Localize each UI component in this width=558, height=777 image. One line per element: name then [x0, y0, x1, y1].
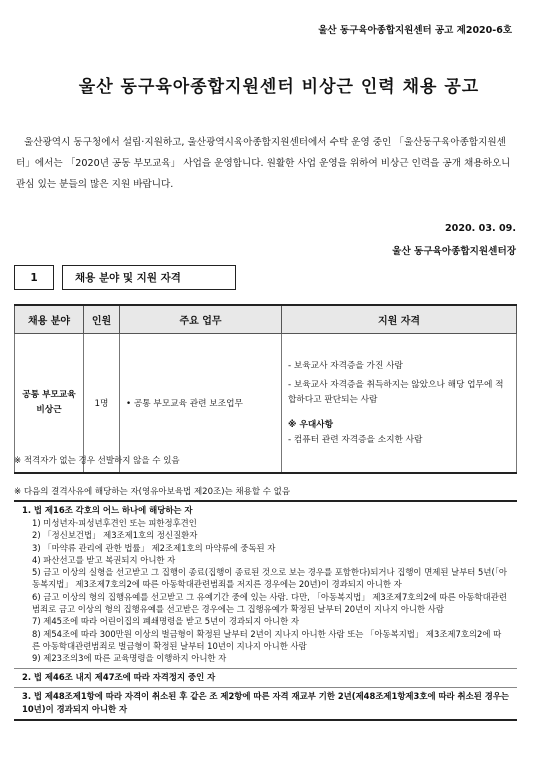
- header-duty: 주요 업무: [120, 305, 282, 334]
- disqualification-group-1: [14, 502, 517, 669]
- list-item: 2) 「정신보건법」 제3조제1호의 정신질환자: [32, 530, 198, 541]
- notice-date: 2020. 03. 09.: [444, 223, 516, 234]
- list-item: 1) 미성년자·피성년후견인 또는 피한정후견인: [32, 518, 197, 528]
- group-heading: 3. 법 제48조제1항에 따라 자격이 취소된 후 같은 조 제2항에 따른 자격 재교부 기한 2년(제48조제1항제3호에 따라 취소된 경우는 10년)이 경과되지 아니한 자: [22, 690, 509, 714]
- intro-text: 울산광역시 동구청에서 설립·지원하고, 울산광역시육아종합지원센터에서 수탁 운영 중인 「울산동구육아종합지원센터」에서는 「2020년 공동 부모교육」 사업을 운영합니다. 원활한 사업 운영을 위하여 비상근 인력을 공개 채용하오니 관심 있는 분들의 많은 지원 바랍니다.: [16, 137, 511, 190]
- qual-item: - 보육교사 자격증을 가진 사람: [288, 360, 403, 371]
- header-field: 채용 분야: [15, 305, 84, 334]
- field-line2: 비상근: [36, 405, 62, 415]
- note-no-candidate: ※ 적격자가 없는 경우 선발하지 않을 수 있음: [14, 456, 180, 466]
- list-item: 3) 「마약류 관리에 관한 법률」 제2조제1호의 마약류에 중독된 자: [32, 542, 276, 553]
- cell-field: [15, 334, 84, 474]
- page-title: 울산 동구육아종합지원센터 비상근 인력 채용 공고: [78, 77, 480, 97]
- list-item: 8) 제54조에 따라 300만원 이상의 벌금형이 확정된 날부터 2년이 지나지 아니한 사람 또는 「아동복지법」 제3조제7호의2에 따른 아동학대관련범죄로 벌금형이 확정된 날부터 10년이 지나지 아니한 사람: [32, 628, 502, 651]
- disqualification-box: [14, 500, 517, 721]
- disqualification-group-2: [14, 669, 517, 688]
- list-item: 4) 파산선고를 받고 복권되지 아니한 자: [32, 554, 176, 565]
- header-count: 인원: [84, 305, 120, 334]
- group-heading: 2. 법 제46조 내지 제47조에 따라 자격정지 중인 자: [22, 671, 216, 682]
- section-title: 채용 분야 및 지원 자격: [62, 265, 236, 290]
- header-qualification: 지원 자격: [282, 305, 517, 334]
- organization-signature: 울산 동구육아종합지원센터장: [392, 246, 516, 257]
- notice-number: 울산 동구육아종합지원센터 공고 제2020-6호: [318, 25, 512, 36]
- list-item: 7) 제45조에 따라 어린이집의 폐쇄명령을 받고 5년이 경과되지 아니한 자: [32, 616, 299, 627]
- intro-paragraph: [16, 132, 516, 195]
- table-row: [15, 334, 517, 474]
- preference-title: ※ 우대사항: [288, 419, 334, 430]
- qual-item: - 보육교사 자격증을 취득하지는 않았으나 해당 업무에 적합하다고 판단되는 사람: [288, 379, 504, 405]
- list-item: 6) 금고 이상의 형의 집행유예를 선고받고 그 유예기간 중에 있는 사람. 다만, 「아동복지법」 제3조제7호의2에 따른 아동학대관련범죄로 금고 이상의 형의 집행유예를 선고받은 경우에는 그 집행유예가 확정된 날부터 20년이 지나지 아니한 사람: [32, 591, 507, 615]
- job-table: [14, 304, 517, 474]
- cell-count: 1명: [84, 334, 120, 474]
- note-disqualification: ※ 다음의 결격사유에 해당하는 자(영유아보육법 제20조)는 채용할 수 없음: [14, 487, 291, 497]
- preference-item: - 컴퓨터 관련 자격증을 소지한 사람: [288, 434, 423, 445]
- cell-qualification: [282, 334, 517, 474]
- table-header-row: [15, 305, 517, 334]
- section-header: [14, 265, 236, 290]
- field-line1: 공통 부모교육: [22, 390, 76, 400]
- section-number: 1: [14, 265, 54, 290]
- cell-duty: • 공통 부모교육 관련 보조업무: [120, 334, 282, 474]
- list-item: 9) 제23조의3에 따른 교육명령을 이행하지 아니한 자: [32, 653, 227, 664]
- disqualification-group-3: [14, 688, 517, 719]
- list-item: 5) 금고 이상의 실형을 선고받고 그 집행이 종료(집행이 종료된 것으로 보는 경우를 포함한다)되거나 집행이 면제된 날부터 5년(「아동복지법」 제3조제7호의2에 따른 아동학대관련범죄를 저지른 경우에는 20년)이 경과되지 아니한 자: [32, 567, 508, 590]
- group-heading: 1. 법 제16조 각호의 어느 하나에 해당하는 자: [22, 505, 193, 515]
